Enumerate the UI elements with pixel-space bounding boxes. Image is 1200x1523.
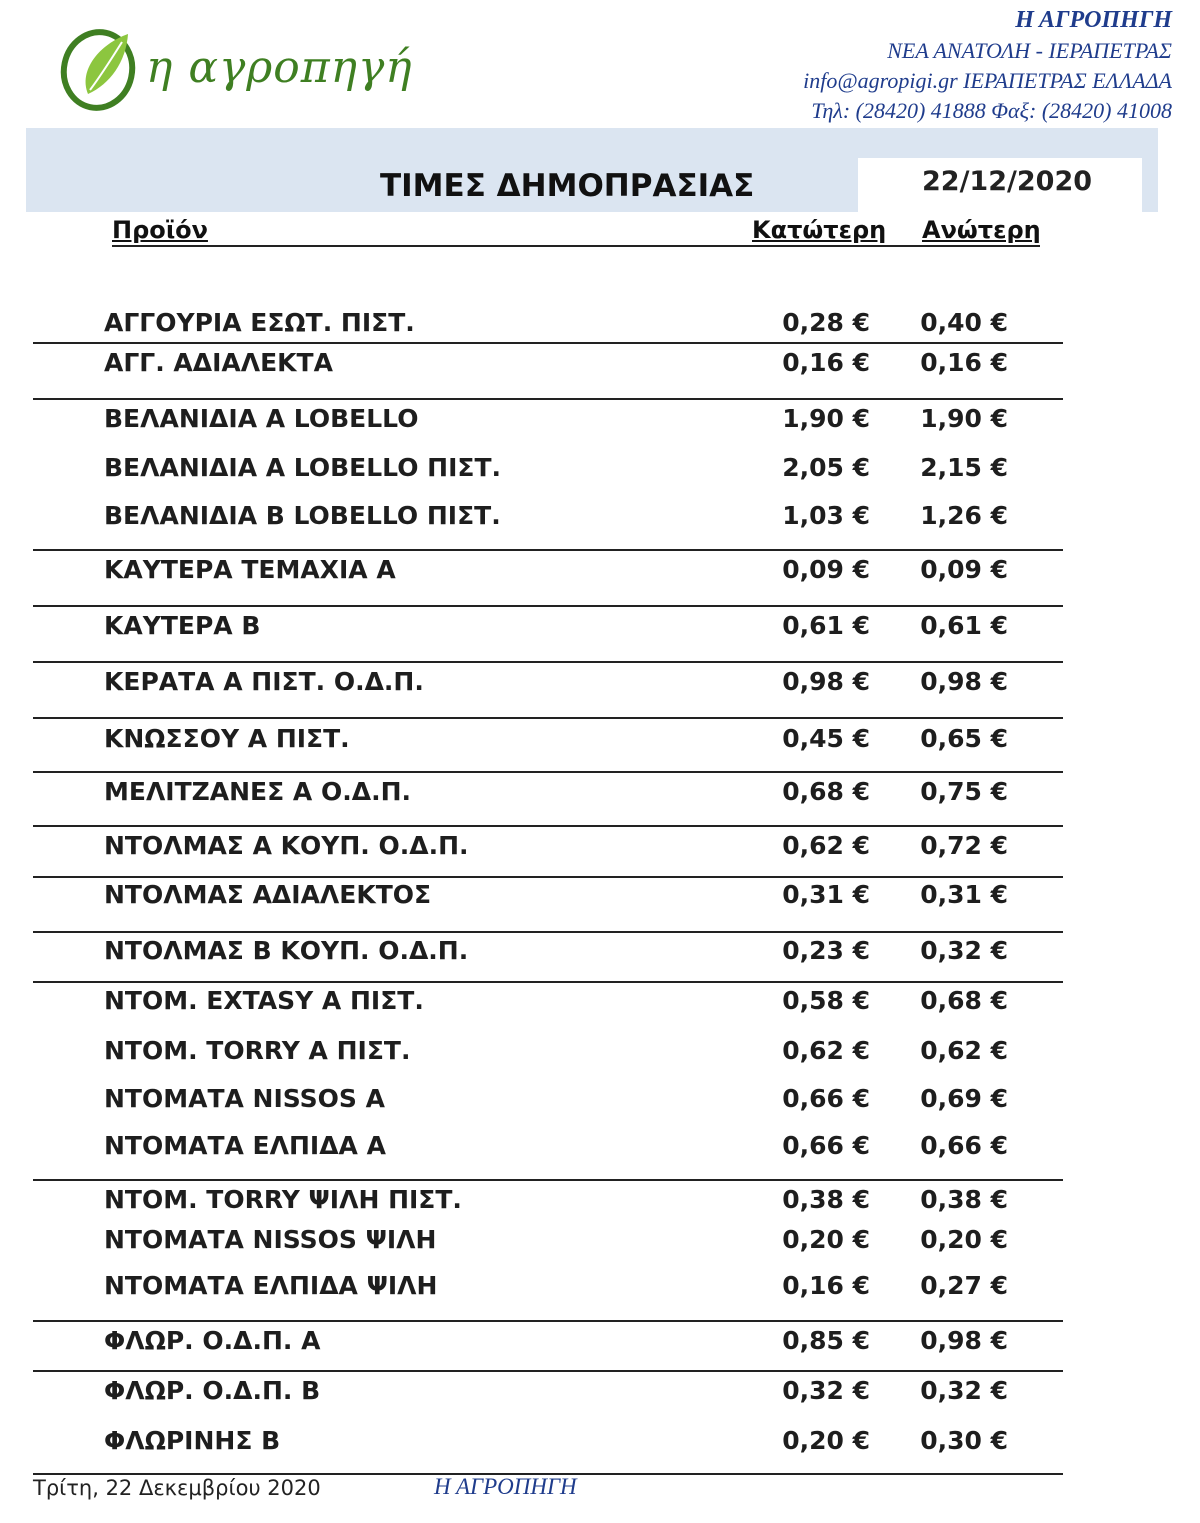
header-high: Ανώτερη	[922, 216, 1041, 244]
high-price: 0,75 €	[920, 777, 1008, 806]
product-name: ΚΑΥΤΕΡΑ Β	[104, 611, 261, 640]
low-price: 0,45 €	[782, 724, 870, 753]
row-divider	[33, 398, 1063, 400]
high-price: 0,31 €	[920, 880, 1008, 909]
leaf-logo-icon	[58, 18, 142, 118]
row-divider	[33, 771, 1063, 773]
row-divider	[33, 605, 1063, 607]
table-row	[0, 724, 1200, 764]
high-price: 0,40 €	[920, 308, 1008, 337]
logo-text: η αγροπηγή	[146, 42, 413, 93]
high-price: 0,66 €	[920, 1131, 1008, 1160]
product-name: ΦΛΩΡ. Ο.Δ.Π. Β	[104, 1376, 321, 1405]
table-row	[0, 611, 1200, 651]
high-price: 2,15 €	[920, 453, 1008, 482]
company-info	[803, 4, 1172, 126]
table-row	[0, 986, 1200, 1026]
table-row	[0, 880, 1200, 920]
product-name: ΑΓΓΟΥΡΙΑ ΕΣΩΤ. ΠΙΣΤ.	[104, 308, 415, 337]
product-name: ΝΤΟΜΑΤΑ NISSOS ΨΙΛΗ	[104, 1225, 437, 1254]
row-divider	[33, 342, 1063, 344]
low-price: 0,20 €	[782, 1426, 870, 1455]
product-name: ΒΕΛΑΝΙΔΙΑ Β LOBELLO ΠΙΣΤ.	[104, 501, 501, 530]
low-price: 0,38 €	[782, 1185, 870, 1214]
high-price: 0,32 €	[920, 936, 1008, 965]
product-name: ΒΕΛΑΝΙΔΙΑ Α LOBELLO	[104, 404, 419, 433]
header-low: Κατώτερη	[752, 216, 887, 244]
low-price: 0,16 €	[782, 1271, 870, 1300]
high-price: 0,16 €	[920, 348, 1008, 377]
table-row	[0, 1036, 1200, 1076]
high-price: 0,61 €	[920, 611, 1008, 640]
company-location: ΝΕΑ ΑΝΑΤΟΛΗ - ΙΕΡΑΠΕΤΡΑΣ	[887, 38, 1172, 63]
row-divider	[33, 931, 1063, 933]
high-price: 0,68 €	[920, 986, 1008, 1015]
footer-date: Τρίτη, 22 Δεκεμβρίου 2020	[33, 1476, 321, 1500]
table-row	[0, 1131, 1200, 1171]
product-name: ΒΕΛΑΝΙΔΙΑ Α LOBELLO ΠΙΣΤ.	[104, 453, 502, 482]
high-price: 1,26 €	[920, 501, 1008, 530]
product-name: ΦΛΩΡ. Ο.Δ.Π. Α	[104, 1326, 321, 1355]
low-price: 0,58 €	[782, 986, 870, 1015]
low-price: 1,90 €	[782, 404, 870, 433]
low-price: 0,62 €	[782, 831, 870, 860]
low-price: 0,23 €	[782, 936, 870, 965]
row-divider	[33, 1370, 1063, 1372]
table-row	[0, 1376, 1200, 1416]
low-price: 0,85 €	[782, 1326, 870, 1355]
product-name: ΑΓΓ. ΑΔΙΑΛΕΚΤΑ	[104, 348, 333, 377]
page-title: ΤΙΜΕΣ ΔΗΜΟΠΡΑΣΙΑΣ	[380, 168, 755, 204]
product-name: ΝΤΟΜ. EXTASY Α ΠΙΣΤ.	[104, 986, 424, 1015]
low-price: 0,61 €	[782, 611, 870, 640]
product-name: ΝΤΟΜΑΤΑ ΕΛΠΙΔΑ ΨΙΛΗ	[104, 1271, 438, 1300]
product-name: ΝΤΟΛΜΑΣ Α ΚΟΥΠ. Ο.Δ.Π.	[104, 831, 469, 860]
table-row	[0, 1084, 1200, 1124]
product-name: ΝΤΟΛΜΑΣ ΑΔΙΑΛΕΚΤΟΣ	[104, 880, 432, 909]
header-product: Προϊόν	[112, 216, 208, 244]
company-email-line: info@agropigi.gr ΙΕΡΑΠΕΤΡΑΣ ΕΛΛΑΔΑ	[803, 68, 1172, 93]
low-price: 0,28 €	[782, 308, 870, 337]
low-price: 0,31 €	[782, 880, 870, 909]
product-name: ΝΤΟΜΑΤΑ ΕΛΠΙΔΑ Α	[104, 1131, 386, 1160]
high-price: 0,30 €	[920, 1426, 1008, 1455]
table-row	[0, 936, 1200, 976]
product-name: ΦΛΩΡΙΝΗΣ Β	[104, 1426, 281, 1455]
low-price: 0,09 €	[782, 555, 870, 584]
low-price: 1,03 €	[782, 501, 870, 530]
table-row	[0, 453, 1200, 493]
low-price: 2,05 €	[782, 453, 870, 482]
row-divider	[33, 981, 1063, 983]
header-divider	[112, 245, 1040, 247]
low-price: 0,32 €	[782, 1376, 870, 1405]
table-row	[0, 1185, 1200, 1225]
product-name: ΝΤΟΜ. TORRY Α ΠΙΣΤ.	[104, 1036, 411, 1065]
high-price: 0,98 €	[920, 667, 1008, 696]
table-row	[0, 1271, 1200, 1311]
table-row	[0, 1225, 1200, 1265]
product-name: ΚΑΥΤΕΡΑ ΤΕΜΑΧΙΑ Α	[104, 555, 396, 584]
product-name: ΜΕΛΙΤΖΑΝΕΣ Α Ο.Δ.Π.	[104, 777, 411, 806]
high-price: 0,98 €	[920, 1326, 1008, 1355]
table-row	[0, 831, 1200, 871]
high-price: 0,72 €	[920, 831, 1008, 860]
low-price: 0,62 €	[782, 1036, 870, 1065]
low-price: 0,20 €	[782, 1225, 870, 1254]
product-name: ΝΤΟΜΑΤΑ NISSOS Α	[104, 1084, 385, 1113]
high-price: 0,09 €	[920, 555, 1008, 584]
high-price: 0,62 €	[920, 1036, 1008, 1065]
high-price: 0,32 €	[920, 1376, 1008, 1405]
row-divider	[33, 1320, 1063, 1322]
low-price: 0,16 €	[782, 348, 870, 377]
company-phone-line: Τηλ: (28420) 41888 Φαξ: (28420) 41008	[811, 98, 1172, 123]
table-row	[0, 777, 1200, 817]
row-divider	[33, 661, 1063, 663]
high-price: 0,69 €	[920, 1084, 1008, 1113]
high-price: 0,65 €	[920, 724, 1008, 753]
auction-date: 22/12/2020	[922, 166, 1093, 197]
company-name: Η ΑΓΡΟΠΗΓΗ	[1015, 7, 1172, 33]
table-row	[0, 404, 1200, 444]
row-divider	[33, 549, 1063, 551]
high-price: 1,90 €	[920, 404, 1008, 433]
product-name: ΚΕΡΑΤΑ Α ΠΙΣΤ. Ο.Δ.Π.	[104, 667, 424, 696]
table-row	[0, 667, 1200, 707]
row-divider	[33, 1179, 1063, 1181]
low-price: 0,98 €	[782, 667, 870, 696]
low-price: 0,68 €	[782, 777, 870, 806]
high-price: 0,27 €	[920, 1271, 1008, 1300]
product-name: ΚΝΩΣΣΟΥ Α ΠΙΣΤ.	[104, 724, 350, 753]
high-price: 0,20 €	[920, 1225, 1008, 1254]
row-divider	[33, 876, 1063, 878]
company-logo	[58, 18, 413, 118]
product-name: ΝΤΟΜ. TORRY ΨΙΛΗ ΠΙΣΤ.	[104, 1185, 462, 1214]
footer-company: Η ΑΓΡΟΠΗΓΗ	[434, 1474, 577, 1499]
table-row	[0, 555, 1200, 595]
low-price: 0,66 €	[782, 1131, 870, 1160]
table-row	[0, 1326, 1200, 1366]
table-row	[0, 348, 1200, 388]
low-price: 0,66 €	[782, 1084, 870, 1113]
table-row	[0, 1426, 1200, 1466]
row-divider	[33, 825, 1063, 827]
high-price: 0,38 €	[920, 1185, 1008, 1214]
table-row	[0, 501, 1200, 541]
product-name: ΝΤΟΛΜΑΣ Β ΚΟΥΠ. Ο.Δ.Π.	[104, 936, 469, 965]
row-divider	[33, 717, 1063, 719]
